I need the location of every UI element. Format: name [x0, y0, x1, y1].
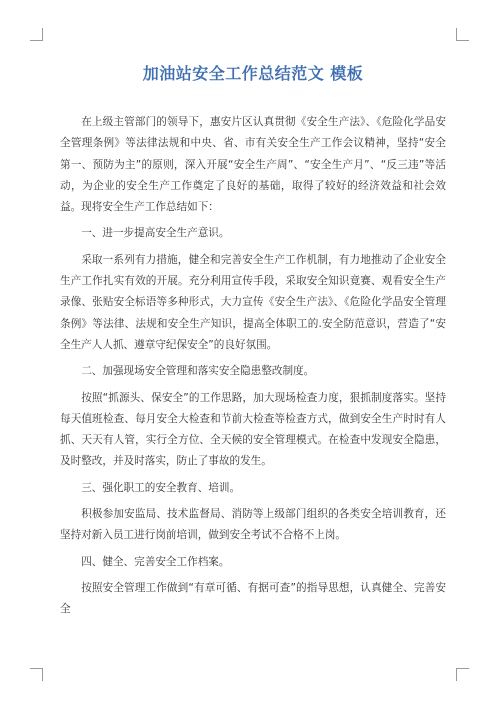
section-body-1: 采取一系列有力措施，健全和完善安全生产工作机制，有力地推动了企业安全生产工作扎实有效的开展。充分利用宣传手段，采取安全知识竟赛、观看安全生产录像、张贴安全标语等多种形式，大力宣传《安全生产法》、《危险化学品安全管理条例》等法律、法规和安全生产知识，提高全体职工的.安全防范意识，营造了“安全生产人人抓、遵章守纪保安全”的良好氛围。 [60, 253, 446, 351]
section-body-3: 积极参加安监局、技术监督局、消防等上级部门组织的各类安全培训教育，还坚持对新入员工进行岗前培训，做到安全考试不合格不上岗。 [60, 508, 446, 542]
intro-paragraph: 在上级主管部门的领导下，惠安片区认真贯彻《安全生产法》、《危险化学品安全管理条例》等法律法规和中央、省、市有关安全生产工作会议精神，坚持“安全第一、预防为主”的原则，深入开展“安全生产周”、“安全生产月”、“反三违”等活动，为企业的安全生产工作奠定了良好的基础，取得了较好的经济效益和社会效益。现将安全生产工作总结如下： [60, 116, 446, 214]
crop-mark-top-left [30, 28, 43, 41]
section-heading-1: 一、进一步提高安全生产意识。 [81, 227, 230, 240]
crop-mark-bottom-left [30, 668, 43, 681]
section-body-2: 按照“抓源头、保安全”的工作思路，加大现场检查力度，狠抓制度落实。坚持每天值班检查、每月安全大检查和节前大检查等检查方式，做到安全生产时时有人抓、天天有人管，实行全方位、全天候的安全管理模式。在检查中发现安全隐患，及时整改，并及时落实，防止了事故的发生。 [60, 391, 446, 468]
document-title: 加油站安全工作总结范文 模板 [142, 64, 364, 83]
section-heading-3: 三、强化职工的安全教育、培训。 [81, 481, 241, 494]
section-heading-2: 二、加强现场安全管理和落实安全隐患整改制度。 [81, 365, 315, 378]
section-heading-4: 四、健全、完善安全工作档案。 [81, 555, 230, 568]
document-page [60, 58, 446, 626]
crop-mark-top-right [456, 28, 469, 41]
section-body-4: 按照安全管理工作做到“有章可循、有据可查”的指导思想，认真健全、完善安全 [60, 581, 446, 616]
crop-mark-bottom-right [456, 668, 469, 681]
